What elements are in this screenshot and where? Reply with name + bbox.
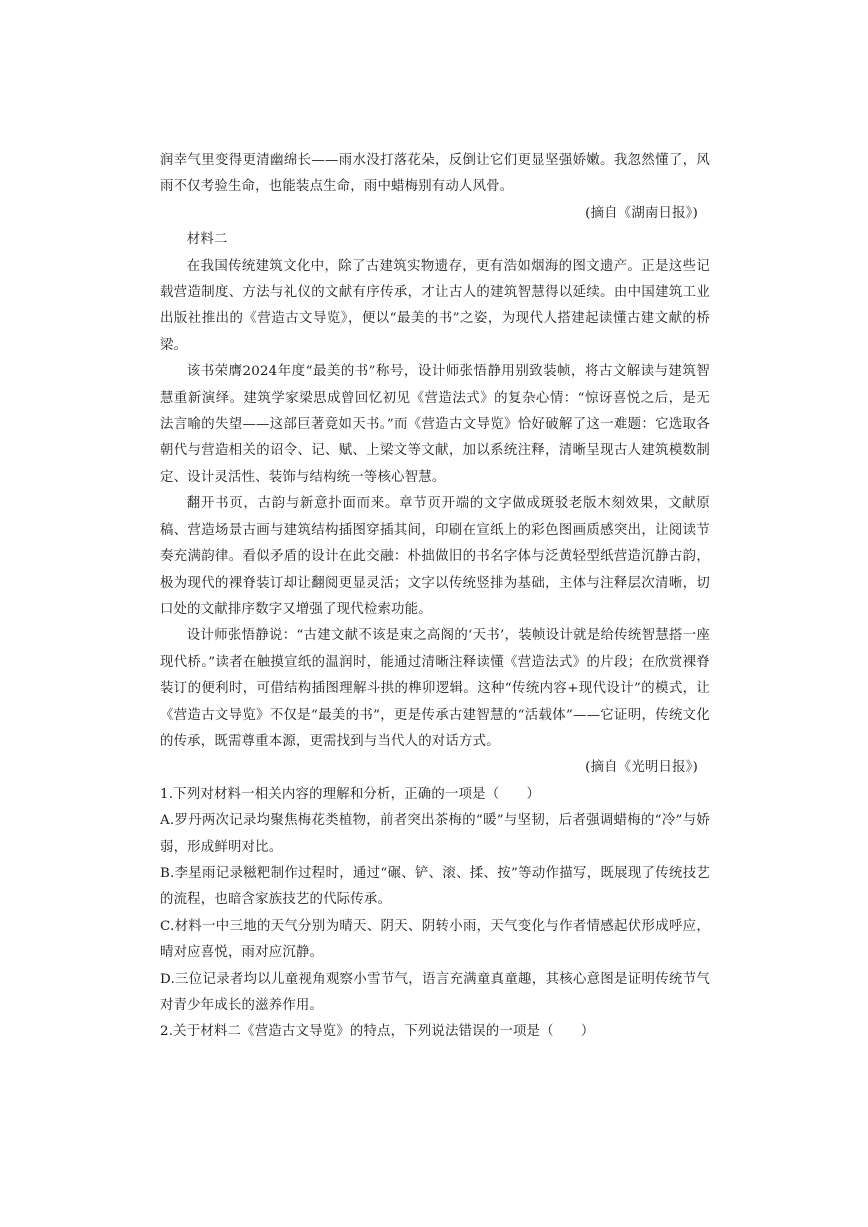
question-1-stem: 1.下列对材料一相关内容的理解和分析，正确的一项是（ ） xyxy=(160,786,541,802)
question-1-option-a: A.罗丹两次记录均聚焦梅花类植物，前者突出茶梅的“暖”与坚韧，后者强调蜡梅的“冷”与娇弱，形成鲜明对比。 xyxy=(160,813,710,855)
material2-paragraph: 该书荣膺2024年度“最美的书”称号，设计师张悟静用别致装帧，将古文解读与建筑智慧重新演绎。建筑学家梁思成曾回忆初见《营造法式》的复杂心情：“惊讶喜悦之后，是无法言喻的失望——这部巨著竟如天书。”而《营造古文导览》恰好破解了这一难题：它选取各朝代与营造相关的诏令、记、赋、上梁文等文献，加以系统注释，清晰呈现古人建筑模数制定、设计灵活性、装饰与结构统一等核心智慧。 xyxy=(160,364,710,485)
document-page xyxy=(160,148,710,1046)
material1-source: (摘自《湖南日报》) xyxy=(585,205,698,221)
question-1-option-b: B.李星雨记录糍粑制作过程时，通过“碾、铲、滚、揉、按”等动作描写，既展现了传统技艺的流程，也暗含家族技艺的代际传承。 xyxy=(160,865,710,908)
material2-paragraph: 在我国传统建筑文化中，除了古建筑实物遗存，更有浩如烟海的图文遗产。正是这些记载营造制度、方法与礼仪的文献有序传承，才让古人的建筑智慧得以延续。由中国建筑工业出版社推出的《营造古文导览》，便以“最美的书”之姿，为现代人搭建起读懂古建文献的桥梁。 xyxy=(160,258,710,353)
question-2-stem: 2.关于材料二《营造古文导览》的特点，下列说法错误的一项是（ ） xyxy=(160,1024,595,1040)
question-1-option-d: D.三位记录者均以儿童视角观察小雪节气，语言充满童真童趣，其核心意图是证明传统节气对青少年成长的滋养作用。 xyxy=(160,971,710,1013)
material2-paragraph: 设计师张悟静说：“古建文献不该是束之高阁的‘天书’，装帧设计就是给传统智慧搭一座现代桥。”读者在触摸宣纸的温润时，能通过清晰注释读懂《营造法式》的片段；在欣赏裸脊装订的便利时，可借结构插图理解斗拱的榫卯逻辑。这种“传统内容+现代设计”的模式，让《营造古文导览》不仅是“最美的书”，更是传承古建智慧的“活载体”——它证明，传统文化的传承，既需尊重本源，更需找到与当代人的对话方式。 xyxy=(160,628,710,749)
material1-closing-paragraph: 润幸气里变得更清幽绵长——雨水没打落花朵，反倒让它们更显坚强娇嫩。我忽然懂了，风雨不仅考验生命，也能装点生命，雨中蜡梅别有动人风骨。 xyxy=(160,153,710,195)
question-1-option-c: C.材料一中三地的天气分别为晴天、阴天、阴转小雨，天气变化与作者情感起伏形成呼应，晴对应喜悦，雨对应沉静。 xyxy=(160,918,710,961)
material2-source: (摘自《光明日报》) xyxy=(585,760,698,776)
material2-heading: 材料二 xyxy=(186,232,228,248)
material2-paragraph: 翻开书页，古韵与新意扑面而来。章节页开端的文字做成斑驳老版木刻效果，文献原稿、营造场景古画与建筑结构插图穿插其间，印刷在宣纸上的彩色图画质感突出，让阅读节奏充满韵律。看似矛盾的设计在此交融：朴拙做旧的书名字体与泛黄轻型纸营造沉静古韵，极为现代的裸脊装订却让翻阅更显灵活；文字以传统竖排为基础，主体与注释层次清晰，切口处的文献排序数字又增强了现代检索功能。 xyxy=(160,496,710,617)
